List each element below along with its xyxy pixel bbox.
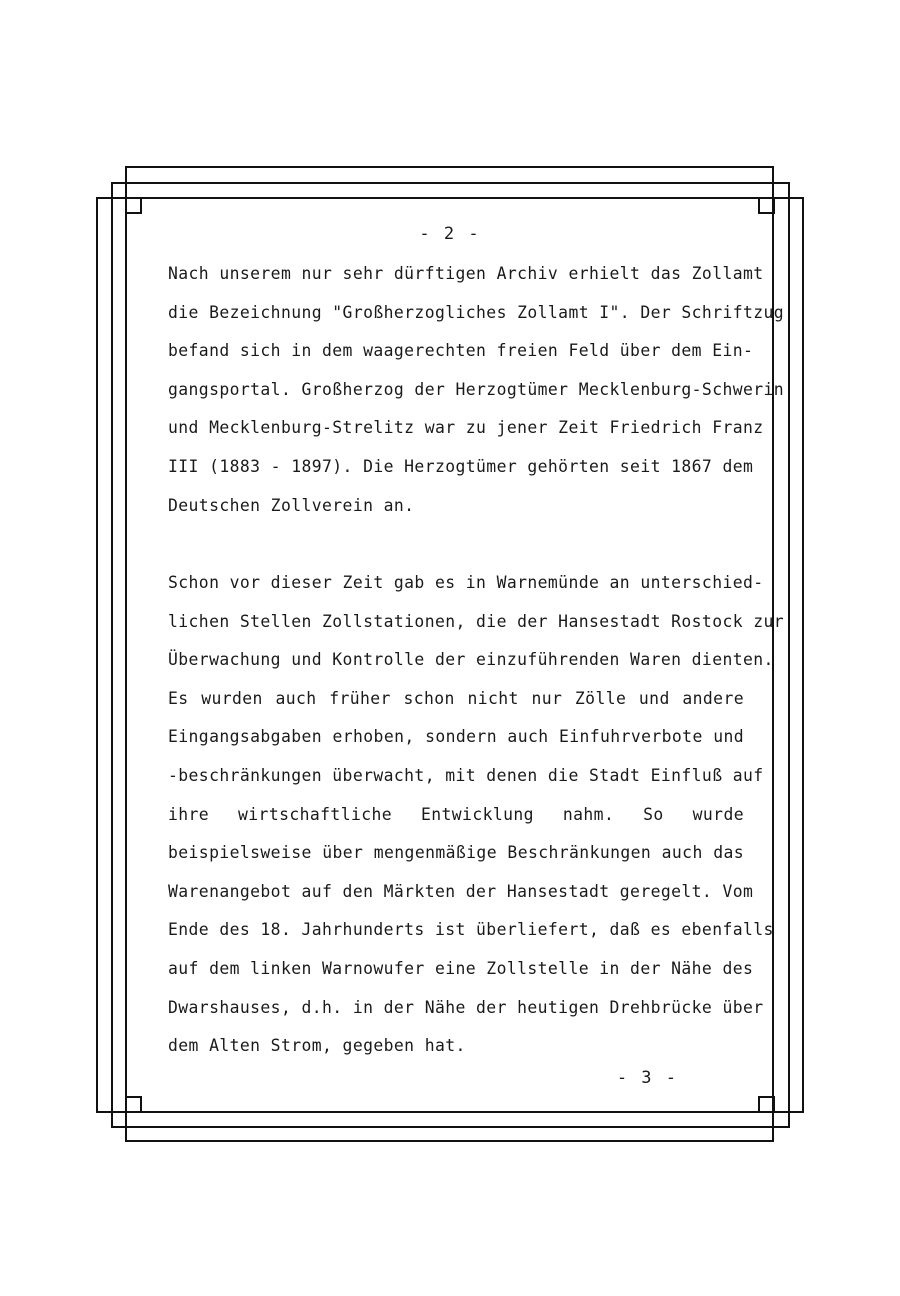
corner-box-top-right [759,198,774,213]
paragraph-1 [168,262,785,532]
page-number-top: - 2 - [419,224,481,244]
text-line: gangsportal. Großherzog der Herzogtümer Mecklenburg-Schwerin [168,379,785,399]
text-line: und Mecklenburg-Strelitz war zu jener Zeit Friedrich Franz [168,418,764,438]
text-line: -beschränkungen überwacht, mit denen die Stadt Einfluß auf [168,765,764,785]
paragraph-2 [168,571,785,1073]
text-line: Überwachung und Kontrolle der einzuführenden Waren dienten. [168,650,774,670]
text-line: Nach unserem nur sehr dürftigen Archiv erhielt das Zollamt [168,264,764,283]
text-line: Deutschen Zollverein an. [168,495,415,515]
text-line: befand sich in dem waagerechten freien Feld über dem Ein- [168,341,754,361]
text-line: beispielsweise über mengenmäßige Beschränkungen auch das [168,843,744,863]
corner-box-bottom-left [126,1097,141,1112]
text-line: Eingangsabgaben erhoben, sondern auch Einfuhrverbote und [168,727,744,747]
page-number-bottom: - 3 - [616,1068,678,1088]
text-line: III (1883 - 1897). Die Herzogtümer gehörten seit 1867 dem [168,456,754,476]
text-line: die Bezeichnung "Großherzogliches Zollamt I". Der Schriftzug [168,302,785,322]
text-line: Ende des 18. Jahrhunderts ist überliefert, daß es ebenfalls [168,920,774,940]
text-line: auf dem linken Warnowufer eine Zollstelle in der Nähe des [168,958,754,978]
text-line: lichen Stellen Zollstationen, die der Hansestadt Rostock zur [168,611,785,631]
corner-box-top-left [126,198,141,213]
text-line: Dwarshauses, d.h. in der Nähe der heutigen Drehbrücke über [168,997,764,1017]
corner-box-bottom-right [759,1097,774,1112]
text-line: ihre wirtschaftliche Entwicklung nahm. So wurde [168,804,744,824]
text-line: dem Alten Strom, gegeben hat. [168,1036,466,1056]
text-line: Warenangebot auf den Märkten der Hansestadt geregelt. Vom [168,881,754,901]
text-line: Es wurden auch früher schon nicht nur Zölle und andere [168,688,744,708]
text-line: Schon vor dieser Zeit gab es in Warnemünde an unterschied- [168,573,764,592]
